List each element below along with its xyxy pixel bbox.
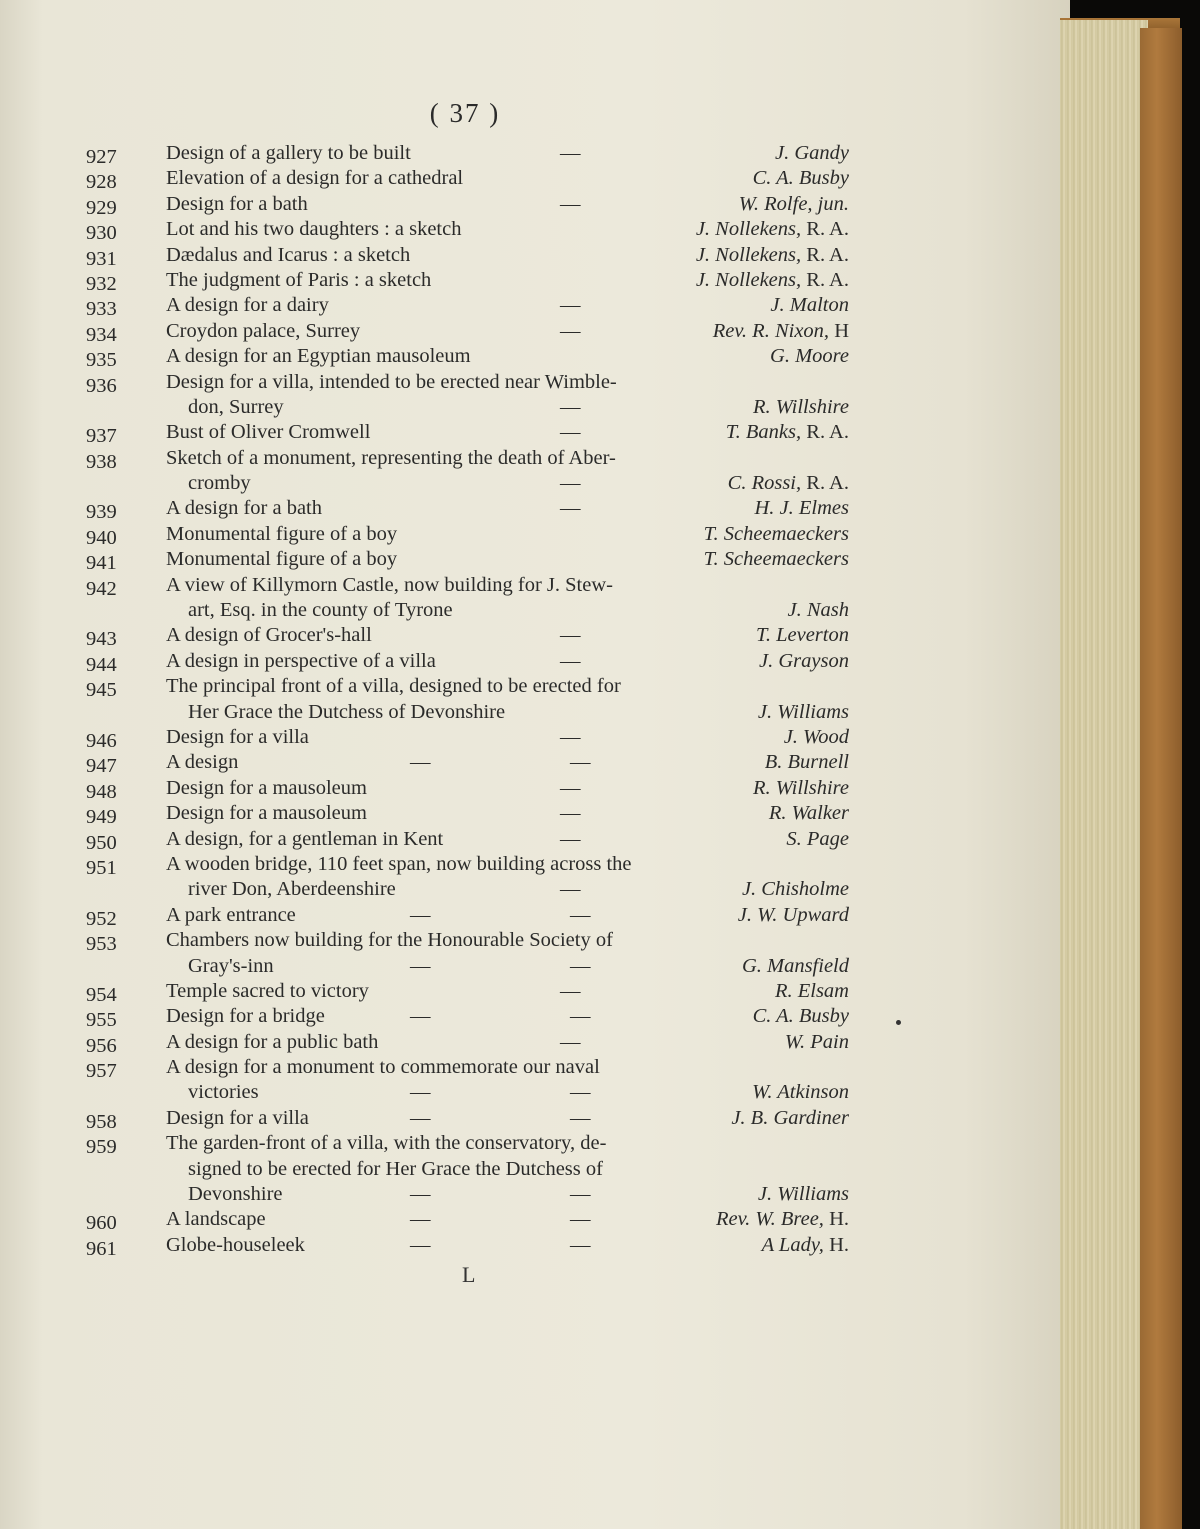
artist-name <box>758 1183 849 1206</box>
catalogue-entry <box>0 218 1070 243</box>
catalogue-line <box>0 1158 1070 1183</box>
catalogue-number: 942 <box>86 577 117 600</box>
catalogue-entry <box>0 1031 1070 1056</box>
catalogue-number: 959 <box>86 1136 117 1159</box>
catalogue-line <box>0 853 1070 878</box>
catalogue-line <box>0 929 1070 954</box>
artist-name <box>696 269 849 292</box>
catalogue-entry <box>0 929 1070 980</box>
catalogue-number: 949 <box>86 806 117 829</box>
dash-leader: — <box>560 878 581 901</box>
artist-name-text: B. Burnell <box>764 751 849 774</box>
ink-speck <box>896 1020 901 1025</box>
catalogue-entry <box>0 1005 1070 1030</box>
dash-leader: — <box>560 294 581 317</box>
work-title: Lot and his two daughters : a sketch <box>166 218 462 241</box>
artist-name <box>784 726 849 749</box>
catalogue-entry <box>0 294 1070 319</box>
artist-name-text: C. A. Busby <box>752 1005 849 1028</box>
artist-name-text: G. Mansfield <box>741 954 849 977</box>
work-title: A design for a monument to commemorate our naval <box>166 1056 600 1079</box>
work-title: A park entrance <box>166 903 296 926</box>
catalogue-line <box>0 1234 1070 1259</box>
dash-leader: — <box>410 751 431 774</box>
artist-name-text: T. Scheemaeckers <box>703 522 849 545</box>
artist-title-suffix: R. A. <box>801 268 849 291</box>
dash-leader: — <box>560 395 581 418</box>
catalogue-number: 938 <box>86 450 117 473</box>
work-title: The principal front of a villa, designed to be erected for <box>166 675 621 698</box>
artist-name-text: T. Scheemaeckers <box>703 548 849 571</box>
artist-name <box>775 980 849 1003</box>
artist-name <box>754 497 849 520</box>
dash-leader: — <box>560 624 581 647</box>
dash-leader: — <box>560 319 581 342</box>
catalogue-line <box>0 574 1070 599</box>
artist-name-text: J. Williams <box>757 700 849 723</box>
artist-name-text: J. Gandy <box>774 142 849 164</box>
catalogue-line <box>0 447 1070 472</box>
artist-name-text: S. Page <box>786 827 849 850</box>
catalogue-line <box>0 269 1070 294</box>
work-title: Bust of Oliver Cromwell <box>166 421 371 444</box>
catalogue-entry <box>0 167 1070 192</box>
catalogue-line <box>0 624 1070 649</box>
artist-name <box>758 701 849 724</box>
dash-leader: — <box>410 1005 431 1028</box>
work-title: Design for a villa <box>166 725 309 748</box>
artist-name <box>753 777 849 800</box>
work-title: A view of Killymorn Castle, now building for J. Stew- <box>166 573 613 596</box>
artist-name-text: W. Pain <box>784 1030 849 1053</box>
artist-name-text: G. Moore <box>770 345 849 368</box>
work-title: Monumental figure of a boy <box>166 548 398 571</box>
dash-leader: — <box>410 1233 431 1256</box>
catalogue-number: 931 <box>86 247 117 270</box>
catalogue-entry <box>0 853 1070 904</box>
artist-name-text: J. Wood <box>783 725 849 748</box>
catalogue-entry <box>0 345 1070 370</box>
artist-name <box>738 904 849 927</box>
artist-title-suffix: H. <box>823 1233 849 1256</box>
work-title: signed to be erected for Her Grace the Dutchess of <box>188 1157 603 1180</box>
artist-name <box>739 193 849 216</box>
artist-name-text: H. J. Elmes <box>754 497 849 520</box>
artist-name-text: A Lady, <box>761 1233 824 1256</box>
catalogue-number: 939 <box>86 501 117 524</box>
artist-name <box>728 472 849 495</box>
artist-name-text: R. Elsam <box>774 979 849 1002</box>
catalogue-entry <box>0 624 1070 649</box>
printer-signature-mark: L <box>462 1262 476 1287</box>
catalogue-line <box>0 320 1070 345</box>
artist-name-text: R. Willshire <box>752 776 849 799</box>
work-title: Temple sacred to victory <box>166 979 369 1002</box>
work-title: Design for a villa, intended to be erected near Wimble- <box>166 370 617 393</box>
dash-leader: — <box>560 1030 581 1053</box>
catalogue-number: 954 <box>86 983 117 1006</box>
work-title: The judgment of Paris : a sketch <box>166 268 432 291</box>
catalogue-line <box>0 828 1070 853</box>
catalogue-number: 933 <box>86 298 117 321</box>
dash-leader: — <box>410 1183 431 1206</box>
dash-leader: — <box>570 1208 591 1231</box>
artist-name <box>788 599 850 622</box>
artist-name-text: J. Williams <box>757 1183 849 1206</box>
artist-name <box>753 1005 849 1028</box>
catalogue-line <box>0 294 1070 319</box>
work-title: Croydon palace, Surrey <box>166 319 361 342</box>
catalogue-entry <box>0 1234 1070 1259</box>
artist-name <box>769 802 849 825</box>
artist-name <box>742 955 849 978</box>
artist-name-text: J. Grayson <box>759 649 849 672</box>
dash-leader: — <box>560 472 581 495</box>
artist-name <box>785 1031 849 1054</box>
catalogue-number: 936 <box>86 374 117 397</box>
work-title: cromby <box>188 472 251 495</box>
artist-name <box>775 142 849 165</box>
work-title: Sketch of a monument, representing the death of Aber- <box>166 446 616 469</box>
work-title: river Don, Aberdeenshire <box>188 878 396 901</box>
artist-name <box>753 396 849 419</box>
catalogue-line <box>0 142 1070 167</box>
artist-name <box>770 345 849 368</box>
catalogue-number: 937 <box>86 425 117 448</box>
catalogue-entry <box>0 675 1070 726</box>
book-cover <box>1140 28 1182 1529</box>
dash-leader: — <box>570 1005 591 1028</box>
artist-name-text: R. Willshire <box>752 395 849 418</box>
artist-name <box>731 1107 849 1130</box>
catalogue-entry <box>0 193 1070 218</box>
work-title: A design <box>166 751 239 774</box>
catalogue-entry <box>0 726 1070 751</box>
catalogue-entry <box>0 904 1070 929</box>
catalogue-entry <box>0 447 1070 498</box>
work-title: Monumental figure of a boy <box>166 522 398 545</box>
catalogue-line <box>0 675 1070 700</box>
page-number: ( 37 ) <box>429 98 501 128</box>
dash-leader: — <box>560 649 581 672</box>
catalogue-number: 943 <box>86 628 117 651</box>
artist-name <box>756 624 849 647</box>
catalogue-number: 957 <box>86 1060 117 1083</box>
artist-title-suffix: H <box>829 319 849 342</box>
dash-leader: — <box>560 497 581 520</box>
catalogue-line <box>0 472 1070 497</box>
catalogue-number: 929 <box>86 196 117 219</box>
catalogue-line <box>0 1056 1070 1081</box>
artist-name <box>704 548 849 571</box>
artist-name-text: Rev. W. Bree, <box>715 1208 824 1231</box>
catalogue-number: 960 <box>86 1212 117 1235</box>
catalogue-number: 946 <box>86 729 117 752</box>
work-title: A landscape <box>166 1208 266 1231</box>
catalogue-line <box>0 396 1070 421</box>
catalogue-entry <box>0 497 1070 522</box>
artist-title-suffix: R. A. <box>801 218 849 241</box>
artist-name-text: T. Leverton <box>755 624 849 647</box>
page-fore-edge <box>1060 20 1148 1529</box>
artist-name-text: J. Nash <box>787 599 849 622</box>
artist-name <box>759 650 849 673</box>
work-title: Her Grace the Dutchess of Devonshire <box>188 700 506 723</box>
artist-name-text: J. Malton <box>770 294 849 317</box>
artist-name-text: C. A. Busby <box>752 167 849 190</box>
dash-leader: — <box>560 421 581 444</box>
dash-leader: — <box>570 1183 591 1206</box>
catalogue-line <box>0 497 1070 522</box>
catalogue-entry <box>0 1056 1070 1107</box>
work-title: A design for a bath <box>166 497 322 520</box>
artist-name <box>786 828 849 851</box>
dash-leader: — <box>560 725 581 748</box>
work-title: Design of a gallery to be built <box>166 142 411 164</box>
exhibition-catalogue-list <box>0 142 1070 1259</box>
artist-name <box>716 1208 849 1231</box>
catalogue-number: 935 <box>86 349 117 372</box>
work-title: Design for a villa <box>166 1106 309 1129</box>
catalogue-number: 945 <box>86 679 117 702</box>
catalogue-entry <box>0 548 1070 573</box>
catalogue-entry <box>0 802 1070 827</box>
dash-leader: — <box>570 903 591 926</box>
catalogue-entry <box>0 371 1070 422</box>
catalogue-line <box>0 244 1070 269</box>
catalogue-number: 947 <box>86 755 117 778</box>
catalogue-line <box>0 777 1070 802</box>
work-title: A design, for a gentleman in Kent <box>166 827 444 850</box>
catalogue-entry <box>0 421 1070 446</box>
catalogue-line <box>0 802 1070 827</box>
catalogue-line <box>0 193 1070 218</box>
catalogue-line <box>0 1005 1070 1030</box>
catalogue-number: 948 <box>86 780 117 803</box>
catalogue-line <box>0 1183 1070 1208</box>
catalogue-line <box>0 701 1070 726</box>
work-title: Dædalus and Icarus : a sketch <box>166 243 411 266</box>
catalogue-line <box>0 421 1070 446</box>
dash-leader: — <box>560 802 581 825</box>
dash-leader: — <box>560 776 581 799</box>
catalogue-line <box>0 1031 1070 1056</box>
dash-leader: — <box>410 903 431 926</box>
work-title: A design in perspective of a villa <box>166 649 436 672</box>
work-title: victories <box>188 1081 259 1104</box>
dash-leader: — <box>570 1081 591 1104</box>
catalogue-number: 953 <box>86 933 117 956</box>
artist-name-text: J. Nollekens, <box>695 268 802 291</box>
catalogue-line <box>0 1081 1070 1106</box>
catalogue-number: 950 <box>86 831 117 854</box>
catalogue-entry <box>0 244 1070 269</box>
artist-title-suffix: H. <box>823 1208 849 1231</box>
dash-leader: — <box>570 1106 591 1129</box>
dash-leader: — <box>560 192 581 215</box>
catalogue-number: 940 <box>86 526 117 549</box>
artist-title-suffix: R. A. <box>801 243 849 266</box>
artist-name-text: J. W. Upward <box>737 903 849 926</box>
artist-name-text: W. Atkinson <box>752 1081 849 1104</box>
catalogue-entry <box>0 1208 1070 1233</box>
artist-name-text: J. Chisholme <box>741 878 849 901</box>
work-title: Globe-houseleek <box>166 1233 305 1256</box>
dash-leader: — <box>570 954 591 977</box>
catalogue-line <box>0 548 1070 573</box>
work-title: Design for a bridge <box>166 1005 325 1028</box>
catalogue-entry <box>0 574 1070 625</box>
work-title: Design for a mausoleum <box>166 776 367 799</box>
catalogue-number: 944 <box>86 653 117 676</box>
dash-leader: — <box>560 979 581 1002</box>
catalogue-entry <box>0 269 1070 294</box>
catalogue-line <box>0 599 1070 624</box>
artist-name <box>704 523 849 546</box>
catalogue-line <box>0 345 1070 370</box>
artist-name <box>770 294 849 317</box>
artist-name-text: R. Walker <box>768 802 849 825</box>
work-title: A design for a dairy <box>166 294 329 317</box>
artist-name <box>742 878 849 901</box>
catalogue-number: 934 <box>86 323 117 346</box>
work-title: art, Esq. in the county of Tyrone <box>188 599 453 622</box>
catalogue-entry <box>0 828 1070 853</box>
artist-name-text: J. B. Gardiner <box>731 1106 849 1129</box>
catalogue-line <box>0 980 1070 1005</box>
work-title: Gray's-inn <box>188 954 274 977</box>
catalogue-number: 955 <box>86 1009 117 1032</box>
artist-name-text: T. Banks, <box>725 421 802 444</box>
catalogue-line <box>0 1132 1070 1157</box>
work-title: don, Surrey <box>188 395 284 418</box>
catalogue-line <box>0 878 1070 903</box>
work-title: A wooden bridge, 110 feet span, now building across the <box>166 852 632 875</box>
catalogue-number: 956 <box>86 1034 117 1057</box>
artist-name-text: J. Nollekens, <box>695 243 802 266</box>
artist-title-suffix: R. A. <box>801 472 849 495</box>
work-title: A design of Grocer's-hall <box>166 624 372 647</box>
artist-title-suffix: R. A. <box>801 421 849 444</box>
catalogue-line <box>0 726 1070 751</box>
catalogue-entry <box>0 142 1070 167</box>
work-title: Devonshire <box>188 1183 283 1206</box>
artist-name <box>762 1234 849 1257</box>
catalogue-line <box>0 751 1070 776</box>
catalogue-number: 932 <box>86 272 117 295</box>
catalogue-number: 958 <box>86 1110 117 1133</box>
work-title: Chambers now building for the Honourable Society of <box>166 929 613 952</box>
catalogue-number: 928 <box>86 171 117 194</box>
work-title: Design for a bath <box>166 192 308 215</box>
catalogue-line <box>0 904 1070 929</box>
artist-name-text: J. Nollekens, <box>695 218 802 241</box>
work-title: Design for a mausoleum <box>166 802 367 825</box>
artist-name <box>752 1081 849 1104</box>
catalogue-line <box>0 371 1070 396</box>
artist-name <box>765 751 849 774</box>
dash-leader: — <box>560 142 581 164</box>
catalogue-line <box>0 167 1070 192</box>
catalogue-entry <box>0 777 1070 802</box>
artist-name <box>713 320 849 343</box>
work-title: A design for an Egyptian mausoleum <box>166 345 471 368</box>
catalogue-line <box>0 1107 1070 1132</box>
catalogue-number: 941 <box>86 552 117 575</box>
catalogue-entry <box>0 650 1070 675</box>
catalogue-entry <box>0 320 1070 345</box>
dash-leader: — <box>570 1233 591 1256</box>
dash-leader: — <box>560 827 581 850</box>
catalogue-number: 952 <box>86 907 117 930</box>
catalogue-entry <box>0 751 1070 776</box>
artist-name <box>696 244 849 267</box>
dash-leader: — <box>410 1081 431 1104</box>
catalogue-number: 951 <box>86 856 117 879</box>
catalogue-entry <box>0 1132 1070 1208</box>
work-title: Elevation of a design for a cathedral <box>166 167 464 190</box>
artist-name-text: C. Rossi, <box>727 472 802 495</box>
catalogue-line <box>0 523 1070 548</box>
dash-leader: — <box>410 1106 431 1129</box>
catalogue-entry <box>0 1107 1070 1132</box>
dash-leader: — <box>410 954 431 977</box>
catalogue-number: 927 <box>86 146 117 168</box>
catalogue-number: 930 <box>86 222 117 245</box>
dash-leader: — <box>410 1208 431 1231</box>
catalogue-line <box>0 650 1070 675</box>
catalogue-entry <box>0 523 1070 548</box>
work-title: A design for a public bath <box>166 1030 379 1053</box>
artist-name-text: Rev. R. Nixon, <box>712 319 830 342</box>
catalogue-line <box>0 218 1070 243</box>
artist-name <box>753 167 849 190</box>
work-title: The garden-front of a villa, with the conservatory, de- <box>166 1132 607 1155</box>
artist-name <box>726 421 849 444</box>
catalogue-number: 961 <box>86 1237 117 1260</box>
artist-name-text: W. Rolfe, jun. <box>738 192 849 215</box>
catalogue-entry <box>0 980 1070 1005</box>
artist-name <box>696 218 849 241</box>
dash-leader: — <box>570 751 591 774</box>
catalogue-line <box>0 1208 1070 1233</box>
catalogue-line <box>0 955 1070 980</box>
